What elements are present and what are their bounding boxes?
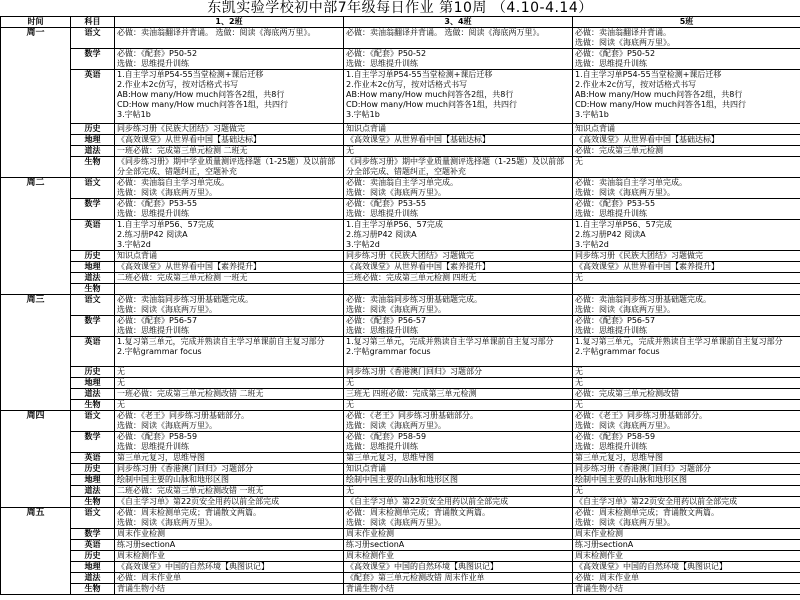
- table-row: [1, 529, 800, 540]
- table-row: [1, 411, 800, 432]
- homework-cell: 同步练习册《民族大团结》习题做完: [344, 251, 573, 262]
- table-row: [1, 251, 800, 262]
- homework-cell: 第三单元复习，思维导图: [115, 453, 344, 464]
- homework-cell: 《配套》第三单元检测改错 周末作业单: [344, 573, 573, 584]
- homework-cell: 《高效课堂》中国的自然环境【典图识记】: [344, 562, 573, 573]
- homework-cell: 第三单元复习，思维导图: [573, 453, 800, 464]
- homework-cell: 必做：卖油翁自主学习单完成。 选做：阅读《海底两万里》。: [573, 178, 800, 199]
- homework-cell: 周末作业检测: [573, 529, 800, 540]
- homework-cell: 1.自主学习单P54-55当堂检测+课后迁移 2.作业本2c仿写，按对话格式书写 AB:How many/How much问答各2组，共8行 CD:How many/How much问答各1组，共四行 3.字帖1b: [573, 70, 800, 124]
- subject-label: 道法: [71, 389, 115, 400]
- homework-cell: 知识点背诵: [115, 251, 344, 262]
- header-class-3-4: 3、4班: [344, 17, 573, 28]
- homework-cell: 必做：《配套》P58-59 选做：思维提升训练: [115, 432, 344, 453]
- subject-label: 数学: [71, 529, 115, 540]
- homework-cell: 《高效课堂》从世界看中国【素养提升】: [573, 262, 800, 273]
- subject-label: 历史: [71, 464, 115, 475]
- homework-cell: 必做：《配套》P56-57 选做：思维提升训练: [115, 316, 344, 337]
- homework-cell: 无: [115, 367, 344, 378]
- table-row: [1, 70, 800, 124]
- homework-cell: 必做：周末检测单完成；背诵散文两篇。 选做：阅读《海底两万里》。: [344, 508, 573, 529]
- subject-label: 历史: [71, 251, 115, 262]
- subject-label: 英语: [71, 337, 115, 367]
- subject-label: 地理: [71, 378, 115, 389]
- subject-label: 语文: [71, 295, 115, 316]
- homework-cell: 无: [573, 486, 800, 497]
- homework-cell: 必做：《配套》P50-52 选做：思维提升训练: [344, 49, 573, 70]
- homework-cell: 必做：卖油翁自主学习单完成。 选做：阅读《海底两万里》。: [115, 178, 344, 199]
- table-row: [1, 146, 800, 157]
- subject-label: 语文: [71, 411, 115, 432]
- homework-cell: 练习册sectionA: [344, 540, 573, 551]
- subject-label: 历史: [71, 124, 115, 135]
- subject-label: 历史: [71, 367, 115, 378]
- homework-cell: 绘制中国主要的山脉和地形区图: [115, 475, 344, 486]
- subject-label: 生物: [71, 284, 115, 295]
- homework-cell: 必做：周末作业单: [573, 573, 800, 584]
- table-row: [1, 453, 800, 464]
- homework-cell: 无: [115, 400, 344, 411]
- homework-cell: 周末作业检测: [344, 529, 573, 540]
- homework-cell: 《高效课堂》中国的自然环境【典图识记】: [573, 562, 800, 573]
- subject-label: 地理: [71, 262, 115, 273]
- subject-label: 道法: [71, 573, 115, 584]
- subject-label: 语文: [71, 178, 115, 199]
- homework-table: [0, 16, 800, 595]
- homework-cell: 必做：《配套》P58-59 选做：思维提升训练: [344, 432, 573, 453]
- homework-cell: 知识点背诵: [344, 124, 573, 135]
- homework-cell: 《高效课堂》从世界看中国【素养提升】: [115, 262, 344, 273]
- homework-cell: [344, 284, 573, 295]
- homework-cell: [115, 284, 344, 295]
- homework-cell: 第三单元复习，思维导图: [344, 453, 573, 464]
- homework-cell: 必做：卖油翁同步练习册基础题完成。 选做：阅读《海底两万里》。: [344, 295, 573, 316]
- header-row: [1, 17, 800, 28]
- homework-cell: 无: [344, 486, 573, 497]
- homework-cell: 1.自主学习单P56、57完成 2.练习册P42 阅读A 3.字帖2d: [573, 220, 800, 251]
- table-row: [1, 157, 800, 178]
- homework-cell: 必做：《配套》P50-52 选做：思维提升训练: [115, 49, 344, 70]
- homework-cell: 二班必做：完成第三单元检测改错 一班无: [115, 486, 344, 497]
- table-row: [1, 178, 800, 199]
- table-row: [1, 508, 800, 529]
- homework-cell: 《高效课堂》从世界看中国【基础达标】: [115, 135, 344, 146]
- table-row: [1, 220, 800, 251]
- homework-cell: 1.复习第三单元，完成并熟读自主学习单课前自主复习部分 2.字帖grammar focus: [573, 337, 800, 367]
- homework-cell: 必做：卖油翁同步练习册基础题完成。 选做：阅读《海底两万里》。: [115, 295, 344, 316]
- homework-cell: 1.自主学习单P54-55当堂检测+课后迁移 2.作业本2c仿写，按对话格式书写 AB:How many/How much问答各2组，共8行 CD:How many/How much问答各1组，共四行 3.字帖1b: [344, 70, 573, 124]
- homework-cell: 周末检测作业: [344, 551, 573, 562]
- homework-cell: 三班必做：完成第三单元检测 四班无: [344, 273, 573, 284]
- subject-label: 生物: [71, 497, 115, 508]
- homework-cell: 背诵生物小结: [573, 584, 800, 595]
- homework-cell: 必做：完成第三单元检测改错: [573, 389, 800, 400]
- homework-cell: 无: [344, 378, 573, 389]
- table-row: [1, 273, 800, 284]
- homework-cell: 周末检测作业: [115, 551, 344, 562]
- page-title: 东凯实验学校初中部7年级每日作业 第10周 （4.10-4.14）: [207, 0, 593, 16]
- subject-label: 道法: [71, 146, 115, 157]
- homework-cell: 无: [573, 378, 800, 389]
- homework-cell: 《同步练习册》期中学业质量测评选择题（1-25题）及以前部分全部完成、错题纠正，空题补充: [344, 157, 573, 178]
- homework-cell: 必做：《老王》同步练习册基础部分。 选做：阅读《海底两万里》。: [344, 411, 573, 432]
- homework-cell: 必做：周末检测单完成；背诵散文两篇。 选做：阅读《海底两万里》。: [115, 508, 344, 529]
- homework-cell: 《高效课堂》中国的自然环境【典图识记】: [115, 562, 344, 573]
- subject-label: 英语: [71, 70, 115, 124]
- subject-label: 数学: [71, 316, 115, 337]
- table-row: [1, 432, 800, 453]
- homework-cell: 《同步练习册》期中学业质量测评选择题（1-25题）及以前部分全部完成、错题纠正，空题补充: [115, 157, 344, 178]
- table-row: [1, 475, 800, 486]
- homework-cell: 二班必做：完成第三单元检测 一班无: [115, 273, 344, 284]
- homework-cell: 周末检测作业: [573, 551, 800, 562]
- table-row: [1, 378, 800, 389]
- homework-cell: 必做：《老王》同步练习册基础部分。 选做：阅读《海底两万里》。: [573, 411, 800, 432]
- subject-label: 地理: [71, 475, 115, 486]
- homework-cell: 必做：卖油翁翻译并背诵。 选做：阅读《海底两万里》。: [115, 28, 344, 49]
- homework-cell: 同步练习册《香港澳门回归》习题部分: [573, 464, 800, 475]
- table-row: [1, 389, 800, 400]
- homework-cell: 《自主学习单》第22页安全用药以前全部完成: [115, 497, 344, 508]
- homework-cell: 同步练习册《民族大团结》习题做完: [573, 251, 800, 262]
- homework-cell: 周末作业检测: [115, 529, 344, 540]
- homework-cell: 必做：卖油翁同步练习册基础题完成。 选做：阅读《海底两万里》。: [573, 295, 800, 316]
- homework-cell: 1.复习第三单元，完成并熟读自主学习单课前自主复习部分 2.字帖grammar focus: [344, 337, 573, 367]
- homework-cell: 必做：完成第三单元检测: [573, 146, 800, 157]
- homework-cell: 背诵生物小结: [344, 584, 573, 595]
- table-row: [1, 486, 800, 497]
- table-row: [1, 367, 800, 378]
- homework-cell: 1.自主学习单P56、57完成 2.练习册P42 阅读A 3.字帖2d: [115, 220, 344, 251]
- homework-cell: 必做：《老王》同步练习册基础部分。 选做：阅读《海底两万里》。: [115, 411, 344, 432]
- table-row: [1, 124, 800, 135]
- table-row: [1, 540, 800, 551]
- homework-cell: 练习册sectionA: [573, 540, 800, 551]
- homework-cell: 必做：卖油翁翻译并背诵。 选做：阅读《海底两万里》。: [344, 28, 573, 49]
- table-row: [1, 49, 800, 70]
- day-label: 周一: [1, 28, 71, 178]
- homework-cell: 《高效课堂》从世界看中国【基础达标】: [573, 135, 800, 146]
- subject-label: 道法: [71, 486, 115, 497]
- table-row: [1, 562, 800, 573]
- homework-cell: 背诵生物小结: [115, 584, 344, 595]
- homework-cell: 知识点背诵: [344, 464, 573, 475]
- homework-cell: 必做：《配套》P53-55 选做：思维提升训练: [573, 199, 800, 220]
- homework-cell: 必做：《配套》P56-57 选做：思维提升训练: [573, 316, 800, 337]
- homework-cell: 必做：卖油翁自主学习单完成。 选做：阅读《海底两万里》。: [344, 178, 573, 199]
- table-row: [1, 199, 800, 220]
- subject-label: 数学: [71, 199, 115, 220]
- table-row: [1, 400, 800, 411]
- homework-cell: 同步练习册《香港澳门回归》习题部分: [115, 464, 344, 475]
- homework-cell: 无: [344, 146, 573, 157]
- homework-cell: 必做：《配套》P53-55 选做：思维提升训练: [115, 199, 344, 220]
- table-row: [1, 584, 800, 595]
- table-row: [1, 497, 800, 508]
- homework-cell: 三班无 四班必做：完成第三单元检测: [344, 389, 573, 400]
- homework-cell: 绘制中国主要的山脉和地形区图: [573, 475, 800, 486]
- homework-cell: 必做：卖油翁翻译并背诵。 选做：阅读《海底两万里》。: [573, 28, 800, 49]
- table-row: [1, 464, 800, 475]
- header-class-5: 5班: [573, 17, 800, 28]
- day-label: 周二: [1, 178, 71, 295]
- subject-label: 英语: [71, 453, 115, 464]
- subject-label: 英语: [71, 220, 115, 251]
- table-row: [1, 337, 800, 367]
- table-row: [1, 262, 800, 273]
- table-row: [1, 551, 800, 562]
- homework-cell: 必做：周末作业单: [115, 573, 344, 584]
- subject-label: 生物: [71, 584, 115, 595]
- subject-label: 生物: [71, 157, 115, 178]
- table-row: [1, 284, 800, 295]
- header-subject: 科目: [71, 17, 115, 28]
- table-row: [1, 28, 800, 49]
- homework-cell: 一班必做：完成第三单元检测改错 二班无: [115, 389, 344, 400]
- homework-cell: 无: [573, 273, 800, 284]
- subject-label: 语文: [71, 28, 115, 49]
- homework-cell: [573, 284, 800, 295]
- homework-cell: 1.自主学习单P54-55当堂检测+课后迁移 2.作业本2c仿写，按对话格式书写 AB:How many/How much问答各2组，共8行 CD:How many/How much问答各1组，共四行 3.字帖1b: [115, 70, 344, 124]
- subject-label: 历史: [71, 551, 115, 562]
- day-label: 周四: [1, 411, 71, 508]
- homework-cell: 同步练习册《民族大团结》习题做完: [115, 124, 344, 135]
- header-class-1-2: 1、2班: [115, 17, 344, 28]
- homework-cell: 必做：《配套》P53-55 选做：思维提升训练: [344, 199, 573, 220]
- homework-cell: 必做：《配套》P50-52 选做：思维提升训练: [573, 49, 800, 70]
- homework-cell: 无: [344, 400, 573, 411]
- table-row: [1, 135, 800, 146]
- subject-label: 生物: [71, 400, 115, 411]
- table-row: [1, 573, 800, 584]
- table-row: [1, 295, 800, 316]
- subject-label: 语文: [71, 508, 115, 529]
- homework-cell: 《自主学习单》第22页安全用药以前全部完成: [573, 497, 800, 508]
- subject-label: 地理: [71, 562, 115, 573]
- subject-label: 英语: [71, 540, 115, 551]
- header-time: 时间: [1, 17, 71, 28]
- homework-cell: 无: [573, 400, 800, 411]
- subject-label: 数学: [71, 432, 115, 453]
- homework-cell: 知识点背诵: [573, 124, 800, 135]
- homework-cell: 《自主学习单》第22页安全用药以前全部完成: [344, 497, 573, 508]
- homework-cell: 必做：《配套》P56-57 选做：思维提升训练: [344, 316, 573, 337]
- subject-label: 道法: [71, 273, 115, 284]
- homework-cell: 《高效课堂》从世界看中国【基础达标】: [344, 135, 573, 146]
- subject-label: 地理: [71, 135, 115, 146]
- homework-cell: 无: [573, 157, 800, 178]
- homework-cell: 练习册sectionA: [115, 540, 344, 551]
- homework-cell: 无: [573, 367, 800, 378]
- subject-label: 数学: [71, 49, 115, 70]
- homework-cell: 同步练习册《香港澳门回归》习题部分: [344, 367, 573, 378]
- homework-cell: 1.自主学习单P56、57完成 2.练习册P42 阅读A 3.字帖2d: [344, 220, 573, 251]
- homework-cell: 必做：《配套》P58-59 选做：思维提升训练: [573, 432, 800, 453]
- homework-cell: 无: [115, 378, 344, 389]
- homework-cell: 绘制中国主要的山脉和地形区图: [344, 475, 573, 486]
- homework-cell: 1.复习第三单元，完成并熟读自主学习单课前自主复习部分 2.字帖grammar focus: [115, 337, 344, 367]
- day-label: 周三: [1, 295, 71, 411]
- day-label: 周五: [1, 508, 71, 595]
- table-row: [1, 316, 800, 337]
- homework-cell: 必做：周末检测单完成；背诵散文两篇。 选做：阅读《海底两万里》。: [573, 508, 800, 529]
- homework-cell: 一班必做：完成第三单元检测 二班无: [115, 146, 344, 157]
- homework-cell: 《高效课堂》从世界看中国【素养提升】: [344, 262, 573, 273]
